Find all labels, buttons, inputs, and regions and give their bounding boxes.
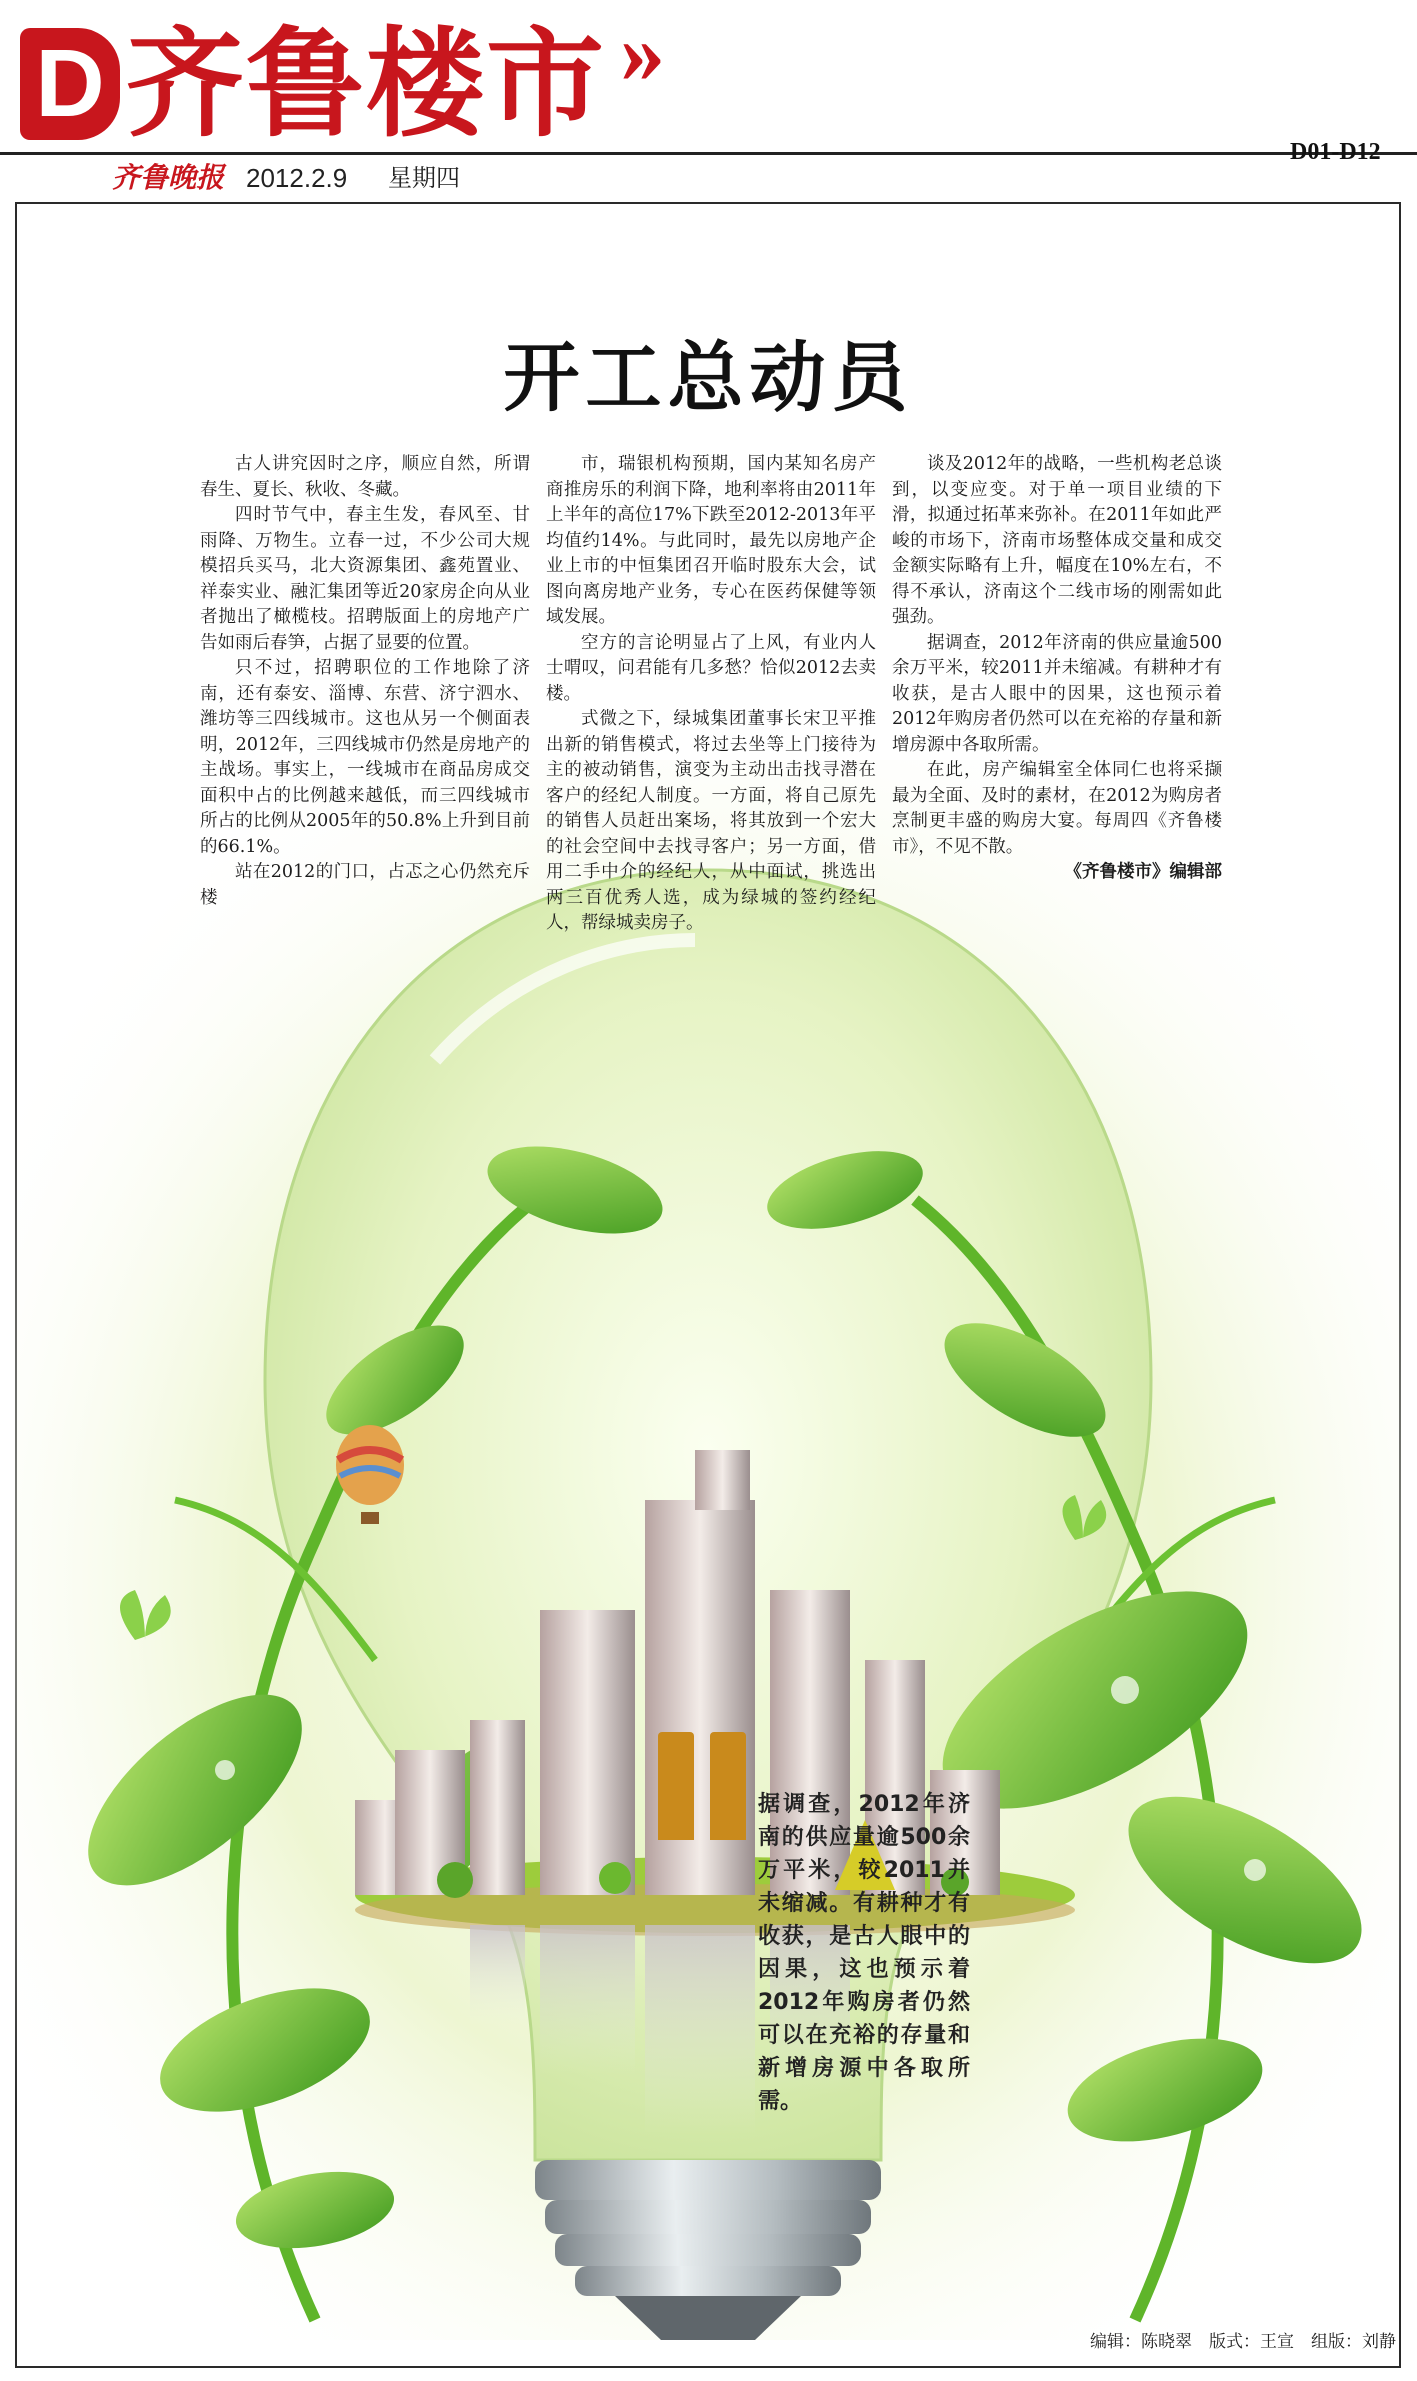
issue-date: 2012.2.9	[246, 163, 348, 193]
section-badge: D	[20, 28, 120, 140]
paragraph: 四时节气中，春主生发，春风至、甘雨降、万物生。立春一过，不少公司大规模招兵买马，北大资源集团、鑫苑置业、祥泰实业、融汇集团等近20家房企向从业者抛出了橄榄枝。招聘版面上的房地产广告如雨后春笋，占据了显要的位置。	[200, 505, 530, 653]
paper-name: 齐鲁晚报	[112, 161, 225, 194]
paragraph: 在此，房产编辑室全体同仁也将采撷最为全面、及时的素材，在2012为购房者烹制更丰盛的购房大宴。每周四《齐鲁楼市》，不见不散。	[892, 760, 1222, 857]
paragraph: 只不过，招聘职位的工作地除了济南，还有泰安、淄博、东营、济宁泗水、潍坊等三四线城市。这也从另一个侧面表明，2012年，三四线城市仍然是房地产的主战场。事实上，一线城市在商品房成交面积中占的比例越来越低，而三四线城市所占的比例从2005年的50.8%上升到目前的66.1%。	[200, 658, 530, 857]
quote-mark-icon	[658, 1732, 750, 1840]
issue-weekday: 星期四	[388, 164, 460, 192]
section-title: 齐鲁楼市	[126, 15, 607, 153]
article-column-2	[546, 452, 876, 937]
paragraph: 空方的言论明显占了上风，有业内人士喟叹，问君能有几多愁？恰似2012去卖楼。	[546, 632, 876, 704]
article-headline: 开工总动员	[503, 333, 914, 422]
paragraph: 式微之下，绿城集团董事长宋卫平推出新的销售模式，将过去坐等上门接待为主的被动销售，演变为主动出击找寻潜在客户的经纪人制度。一方面，将自己原先的销售人员赶出案场，将其放到一个宏大的社会空间中去找寻客户；另一方面，借用二手中介的经纪人，从中面试，挑选出两三百优秀人选，成为绿城的签约经纪人，帮绿城卖房子。	[546, 709, 876, 933]
page-range: D01-D12	[1290, 139, 1381, 165]
lightbulb-city-illustration	[15, 760, 1401, 2340]
page-credits: 编辑：陈晓翠 版式：王宣 组版：刘静	[1090, 2332, 1396, 2352]
pull-quote: 据调查，2012年济南的供应量逾500余万平米，较2011并未缩减。有耕种才有收获，是古人眼中的因果，这也预示着2012年购房者仍然可以在充裕的存量和新增房源中各取所需。	[758, 1792, 970, 2114]
title-quote-mark: »	[620, 3, 665, 102]
illustration-svg	[15, 760, 1401, 2340]
masthead-rule	[0, 152, 1417, 155]
paragraph: 谈及2012年的战略，一些机构老总谈到，以变应变。对于单一项目业绩的下滑，拟通过拓革来弥补。在2011年如此严峻的市场下，济南市场整体成交量和成交金额实际略有上升，幅度在10%左右，不得不承认，济南这个二线市场的刚需如此强劲。	[892, 454, 1222, 627]
paragraph: 据调查，2012年济南的供应量逾500余万平米，较2011并未缩减。有耕种才有收获，是古人眼中的因果，这也预示着2012年购房者仍然可以在充裕的存量和新增房源中各取所需。	[892, 632, 1222, 755]
article-column-1	[200, 452, 530, 911]
article-byline: 《齐鲁楼市》编辑部	[1064, 862, 1222, 882]
article-column-3	[892, 452, 1222, 886]
paragraph: 站在2012的门口，占忑之心仍然充斥楼	[200, 862, 530, 908]
paragraph: 市，瑞银机构预期，国内某知名房产商推房乐的利润下降，地利率将由2011年上半年的高位17%下跌至2012-2013年平均值约14%。与此同时，最先以房地产企业上市的中恒集团召开临时股东大会，试图向离房地产业务，专心在医药保健等领域发展。	[546, 454, 876, 627]
paragraph: 古人讲究因时之序，顺应自然，所谓春生、夏长、秋收、冬藏。	[200, 454, 530, 500]
